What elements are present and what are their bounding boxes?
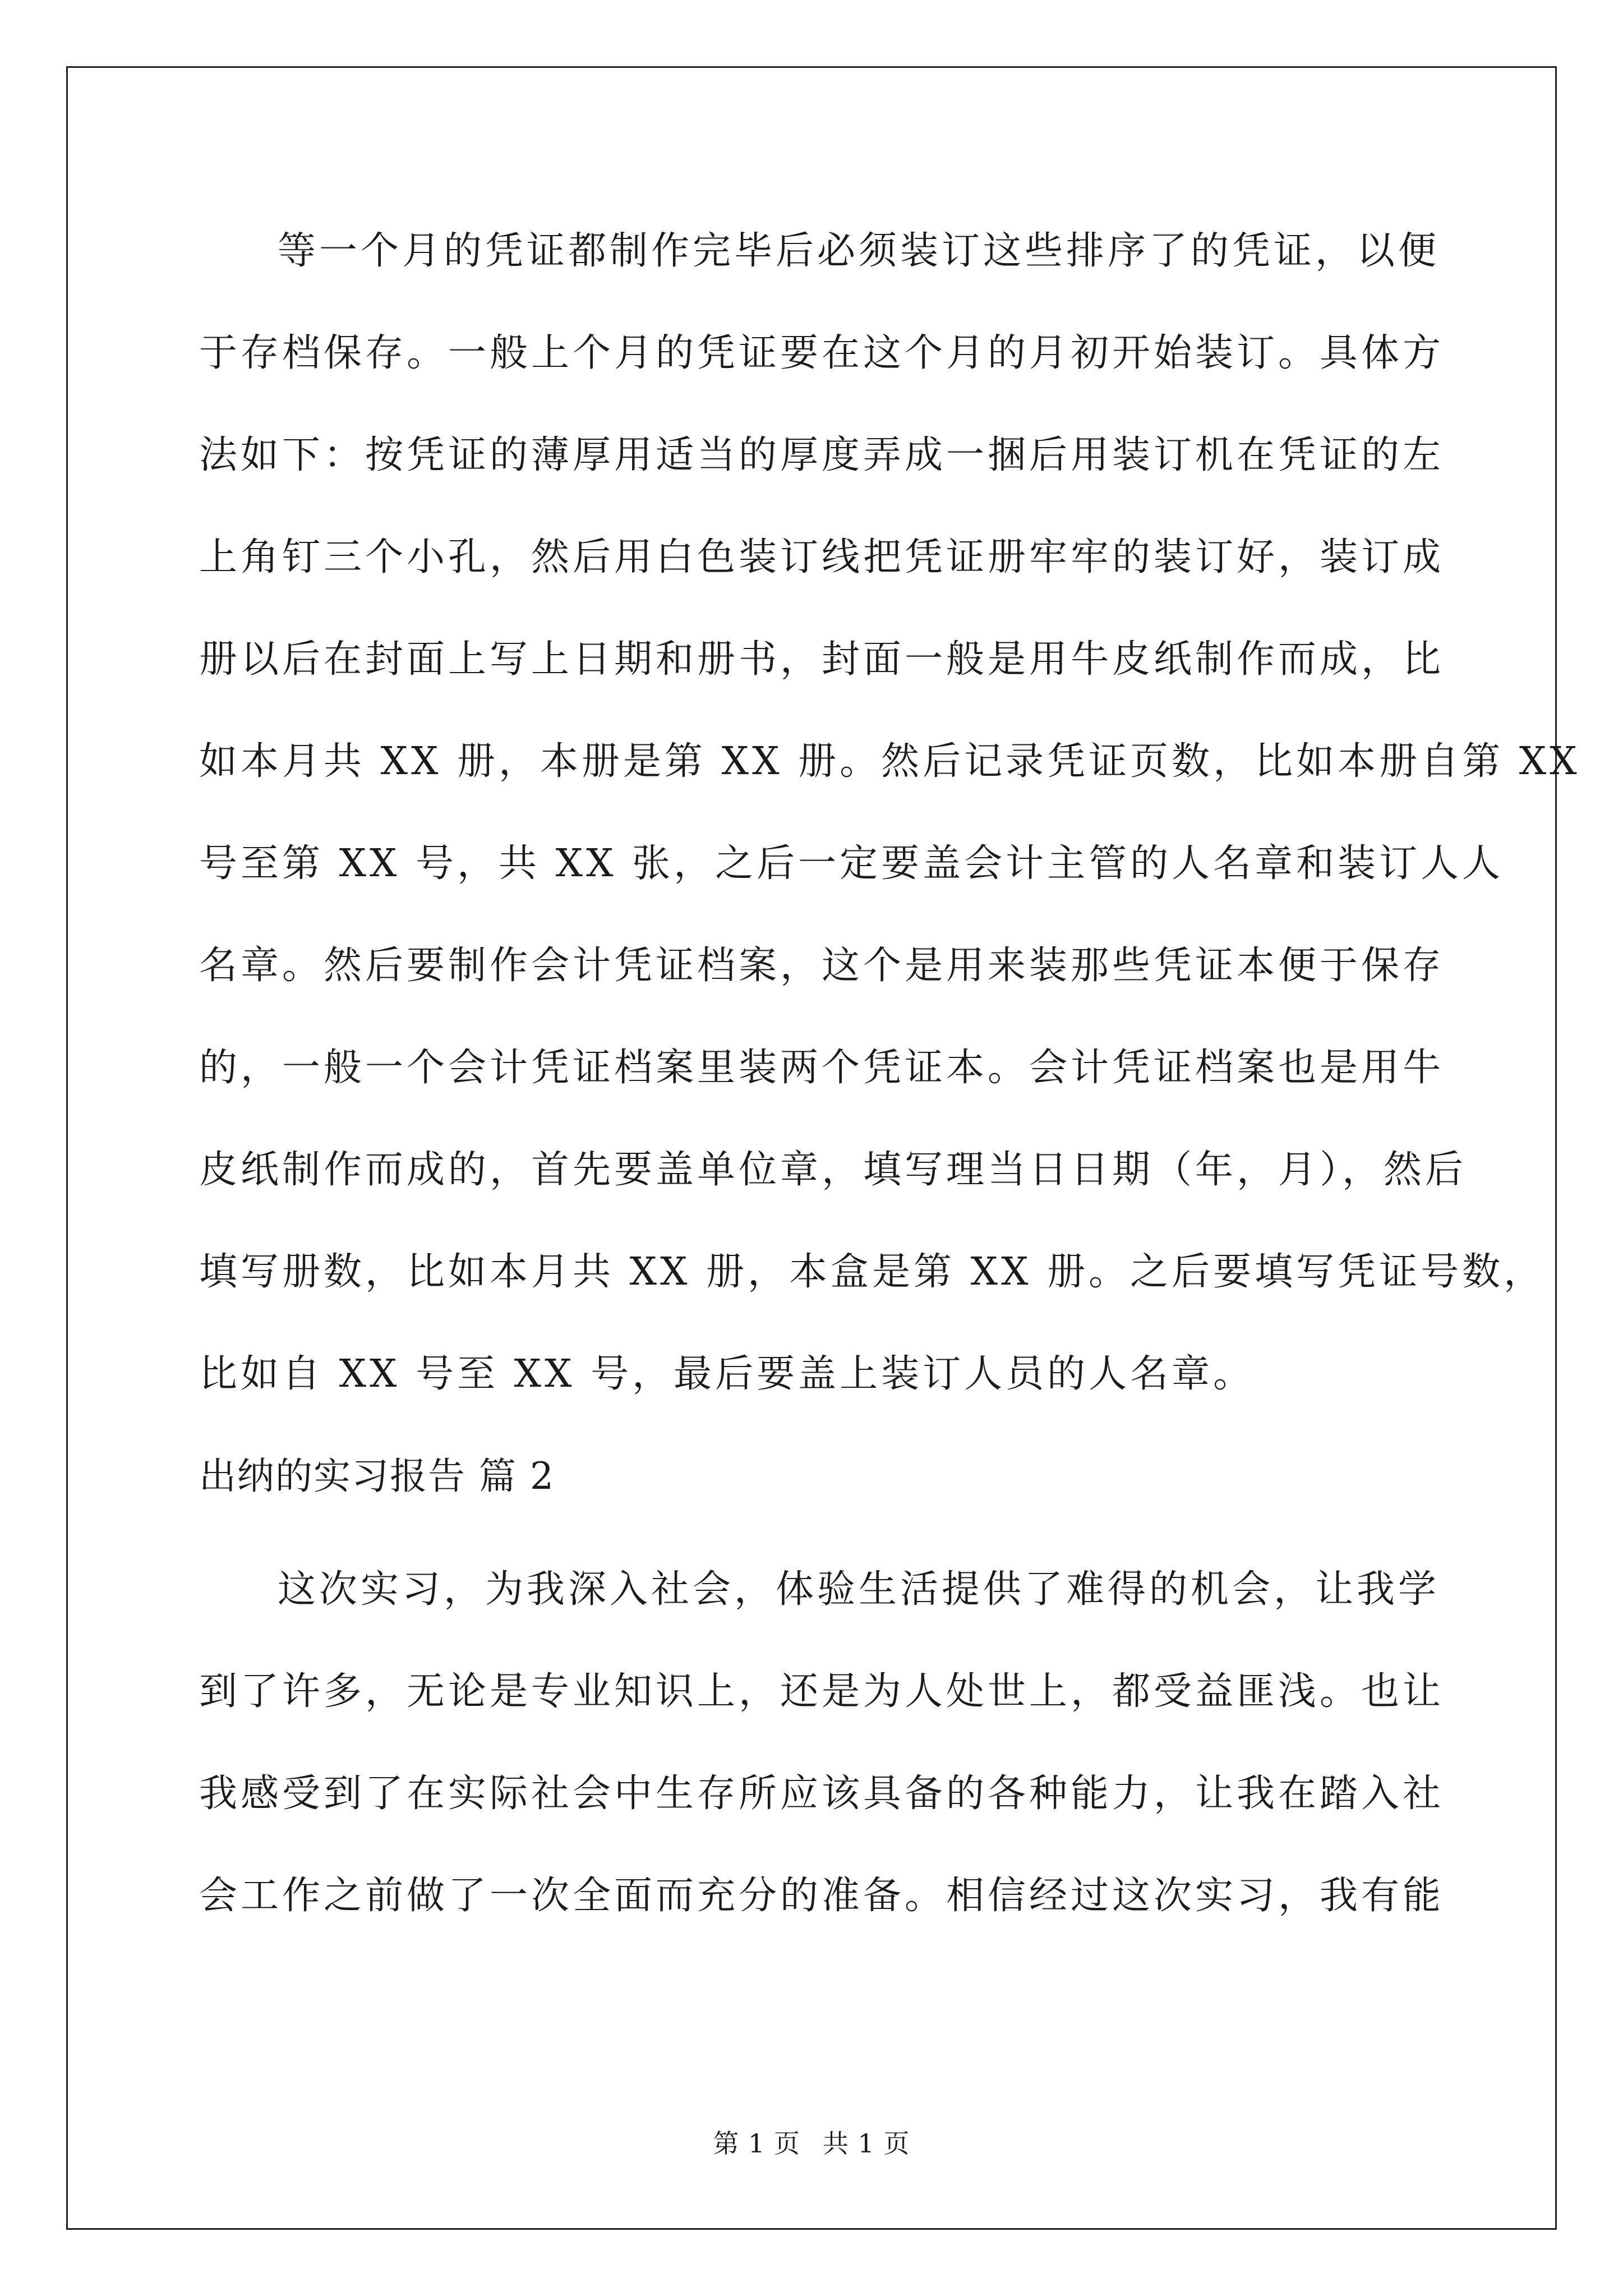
paragraph-line: 法如下：按凭证的薄厚用适当的厚度弄成一捆后用装订机在凭证的左 (199, 433, 1445, 477)
paragraph-line: 册以后在封面上写上日期和册书，封面一般是用牛皮纸制作而成，比 (199, 637, 1445, 682)
paragraph-line: 的，一般一个会计凭证档案里装两个凭证本。会计凭证档案也是用牛 (199, 1046, 1445, 1090)
paragraph-line: 这次实习，为我深入社会，体验生活提供了难得的机会，让我学 (278, 1567, 1440, 1612)
page-footer (0, 2123, 1623, 2160)
page-number: 第 1 页 (713, 2128, 800, 2159)
paragraph-line: 于存档保存。一般上个月的凭证要在这个月的月初开始装订。具体方 (199, 331, 1445, 375)
paragraph-line: 会工作之前做了一次全面而充分的准备。相信经过这次实习，我有能 (199, 1874, 1445, 1918)
paragraph-line: 名章。然后要制作会计凭证档案，这个是用来装那些凭证本便于保存 (199, 944, 1445, 988)
paragraph-line: 我感受到了在实际社会中生存所应该具备的各种能力，让我在踏入社 (199, 1772, 1445, 1816)
paragraph-line: 如本月共 XX 册，本册是第 XX 册。然后记录凭证页数，比如本册自第 XX (199, 739, 1580, 784)
spacer (199, 1531, 1441, 1548)
document-body (199, 209, 1580, 1956)
page-count: 共 1 页 (823, 2128, 910, 2159)
paragraph-line: 填写册数，比如本月共 XX 册，本盒是第 XX 册。之后要填写凭证号数， (199, 1250, 1546, 1294)
paragraph-line: 比如自 XX 号至 XX 号，最后要盖上装订人员的人名章。 (199, 1352, 1255, 1396)
paragraph-line: 皮纸制作而成的，首先要盖单位章，填写理当日日期（年，月），然后 (199, 1148, 1467, 1192)
paragraph-line: 号至第 XX 号，共 XX 张，之后一定要盖会计主管的人名章和装订人人 (199, 841, 1504, 886)
paragraph-line: 到了许多，无论是专业知识上，还是为人处世上，都受益匪浅。也让 (199, 1669, 1445, 1714)
paragraph-line: 上角钉三个小孔，然后用白色装订线把凭证册牢牢的装订好，装订成 (199, 535, 1445, 579)
section-heading: 出纳的实习报告 篇 2 (199, 1455, 555, 1498)
paragraph-line: 等一个月的凭证都制作完毕后必须装订这些排序了的凭证，以便 (278, 229, 1440, 273)
